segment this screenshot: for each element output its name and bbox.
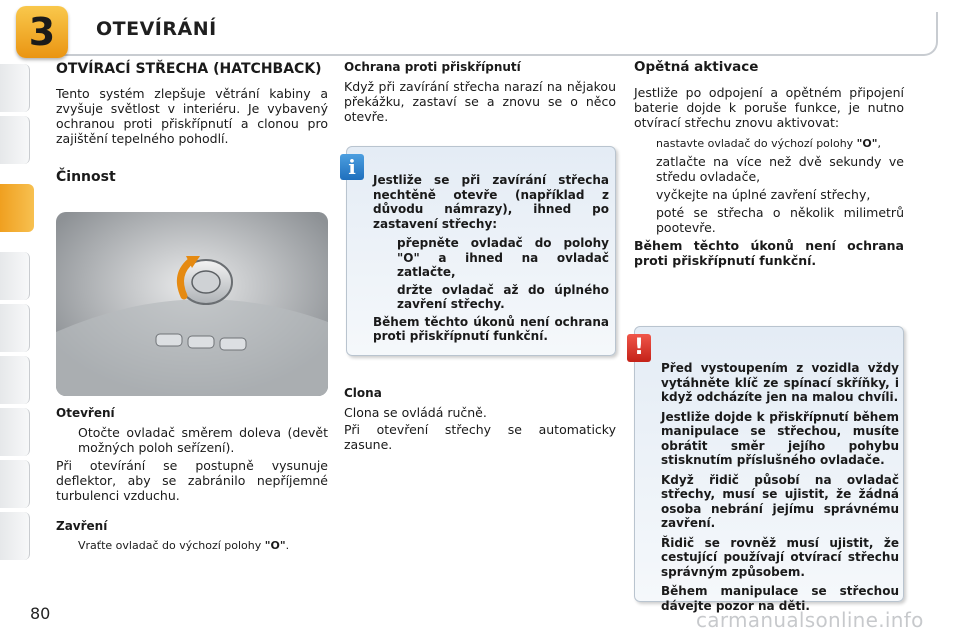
blind-paragraph-2: Při otevření střechy se automaticky zasune.: [344, 422, 616, 452]
chapter-number: 3: [28, 10, 56, 54]
bullet-icon: [634, 136, 656, 151]
column-right: [634, 60, 904, 274]
list-item: [634, 136, 904, 151]
reactivation-step-4: poté se střecha o několik milimetrů pootevře.: [656, 205, 904, 235]
intro-paragraph: Tento systém zlepšuje větrání kabiny a zvyšuje světlost v interiéru. Je vybavený ochranou proti přiskřípnutí a clonou pro zajištění tepelného pohodlí.: [56, 86, 328, 146]
warning-icon: !: [627, 334, 651, 362]
reactivation-step-2: zatlačte na více než dvě sekundy ve středu ovladače,: [656, 154, 904, 184]
info-box-step-2: držte ovladač až do úplného zavření střechy.: [397, 282, 609, 311]
list-item: [56, 425, 328, 455]
chapter-title: OTEVÍRÁNÍ: [96, 18, 217, 40]
open-instruction: Otočte ovladač směrem doleva (devět možných poloh seřízení).: [78, 425, 328, 455]
warning-paragraph: Když řidič působí na ovladač střechy, musí se ujistit, že žádná osoba nebrání jejímu správnému zavření.: [661, 472, 899, 530]
list-item: [634, 187, 904, 202]
chapter-tab[interactable]: [0, 116, 30, 164]
bullet-icon: [373, 283, 397, 312]
pinch-protection-heading: Ochrana proti přiskřípnutí: [344, 60, 521, 74]
warning-paragraph: Před vystoupením z vozidla vždy vytáhněte klíč ze spínací skříňky, i když odcházíte jen na malou chvíli.: [661, 361, 899, 404]
warning-box: [634, 326, 904, 613]
reactivation-heading: Opětná aktivace: [634, 59, 759, 75]
info-box-footer: Během těchto úkonů není ochrana proti přiskřípnutí funkční.: [373, 314, 609, 343]
reactivation-paragraph: Jestliže po odpojení a opětném připojení baterie dojde k poruše funkce, je nutno otvírací střechu znovu aktivovat:: [634, 85, 904, 130]
column-middle-lower: [344, 386, 616, 458]
bullet-icon: [634, 154, 656, 184]
page-number: 80: [30, 604, 51, 623]
list-item: [56, 538, 328, 553]
chapter-tab[interactable]: [0, 304, 30, 352]
bullet-icon: [634, 187, 656, 202]
open-paragraph: Při otevírání se postupně vysunuje deflektor, aby se zabránilo nepříjemné turbulenci vzduchu.: [56, 458, 328, 503]
column-left: [56, 60, 328, 193]
chapter-tab[interactable]: [0, 252, 30, 300]
roof-control-illustration: [56, 212, 328, 396]
blind-heading: Clona: [344, 386, 382, 400]
column-left-lower: [56, 406, 328, 556]
list-item: [373, 236, 609, 280]
chapter-tab[interactable]: [0, 408, 30, 456]
chapter-tab-active[interactable]: [0, 184, 34, 232]
reactivation-step-3: vyčkejte na úplné zavření střechy,: [656, 187, 871, 202]
list-item: [634, 154, 904, 184]
bullet-icon: [634, 205, 656, 235]
info-icon: i: [340, 154, 364, 180]
warning-paragraph: Během manipulace se střechou dávejte pozor na děti.: [661, 584, 899, 613]
bullet-icon: [373, 236, 397, 280]
roof-control-photo: [56, 212, 328, 396]
chapter-tab[interactable]: [0, 460, 30, 508]
column-middle: [344, 60, 616, 130]
pinch-protection-paragraph: Když při zavírání střecha narazí na nějakou překážku, zastaví se a znovu se o něco otevře.: [344, 79, 616, 124]
list-item: [634, 205, 904, 235]
chapter-tab[interactable]: [0, 64, 30, 112]
warning-paragraph: Jestliže dojde k přiskřípnutí během manipulace se střechou, musíte obrátit směr jejího pohybu stisknutím příslušného ovladače.: [661, 409, 899, 467]
section-title: OTVÍRACÍ STŘECHA (HATCHBACK): [56, 61, 322, 77]
list-item: [373, 283, 609, 312]
info-box-step-1: přepněte ovladač do polohy "O" a ihned na ovladač zatlačte,: [397, 236, 609, 279]
watermark: carmanualsonline.info: [696, 608, 924, 632]
activity-heading: Činnost: [56, 169, 116, 185]
chapter-tab[interactable]: [0, 512, 30, 560]
chapter-badge: [16, 6, 68, 58]
reactivation-footer: Během těchto úkonů není ochrana proti přiskřípnutí funkční.: [634, 238, 904, 268]
info-box: [346, 146, 616, 356]
close-heading: Zavření: [56, 519, 108, 533]
blind-paragraph-1: Clona se ovládá ručně.: [344, 405, 487, 420]
info-box-content: [373, 173, 609, 349]
bullet-icon: [56, 425, 78, 455]
warning-box-content: [661, 361, 899, 618]
chapter-tab[interactable]: [0, 356, 30, 404]
info-box-intro: Jestliže se při zavírání střecha nechtěně otevře (například z důvodu námrazy), ihned po zastavení střechy:: [373, 173, 609, 231]
open-heading: Otevření: [56, 406, 115, 420]
reactivation-step-1: nastavte ovladač do výchozí polohy "O",: [656, 137, 881, 150]
bullet-icon: [56, 538, 78, 553]
chapter-tab-strip: [0, 64, 34, 584]
close-instruction: Vraťte ovladač do výchozí polohy "O".: [78, 539, 290, 552]
warning-paragraph: Řidič se rovněž musí ujistit, že cestující používají otvírací střechu správným způsobem.: [661, 535, 899, 579]
